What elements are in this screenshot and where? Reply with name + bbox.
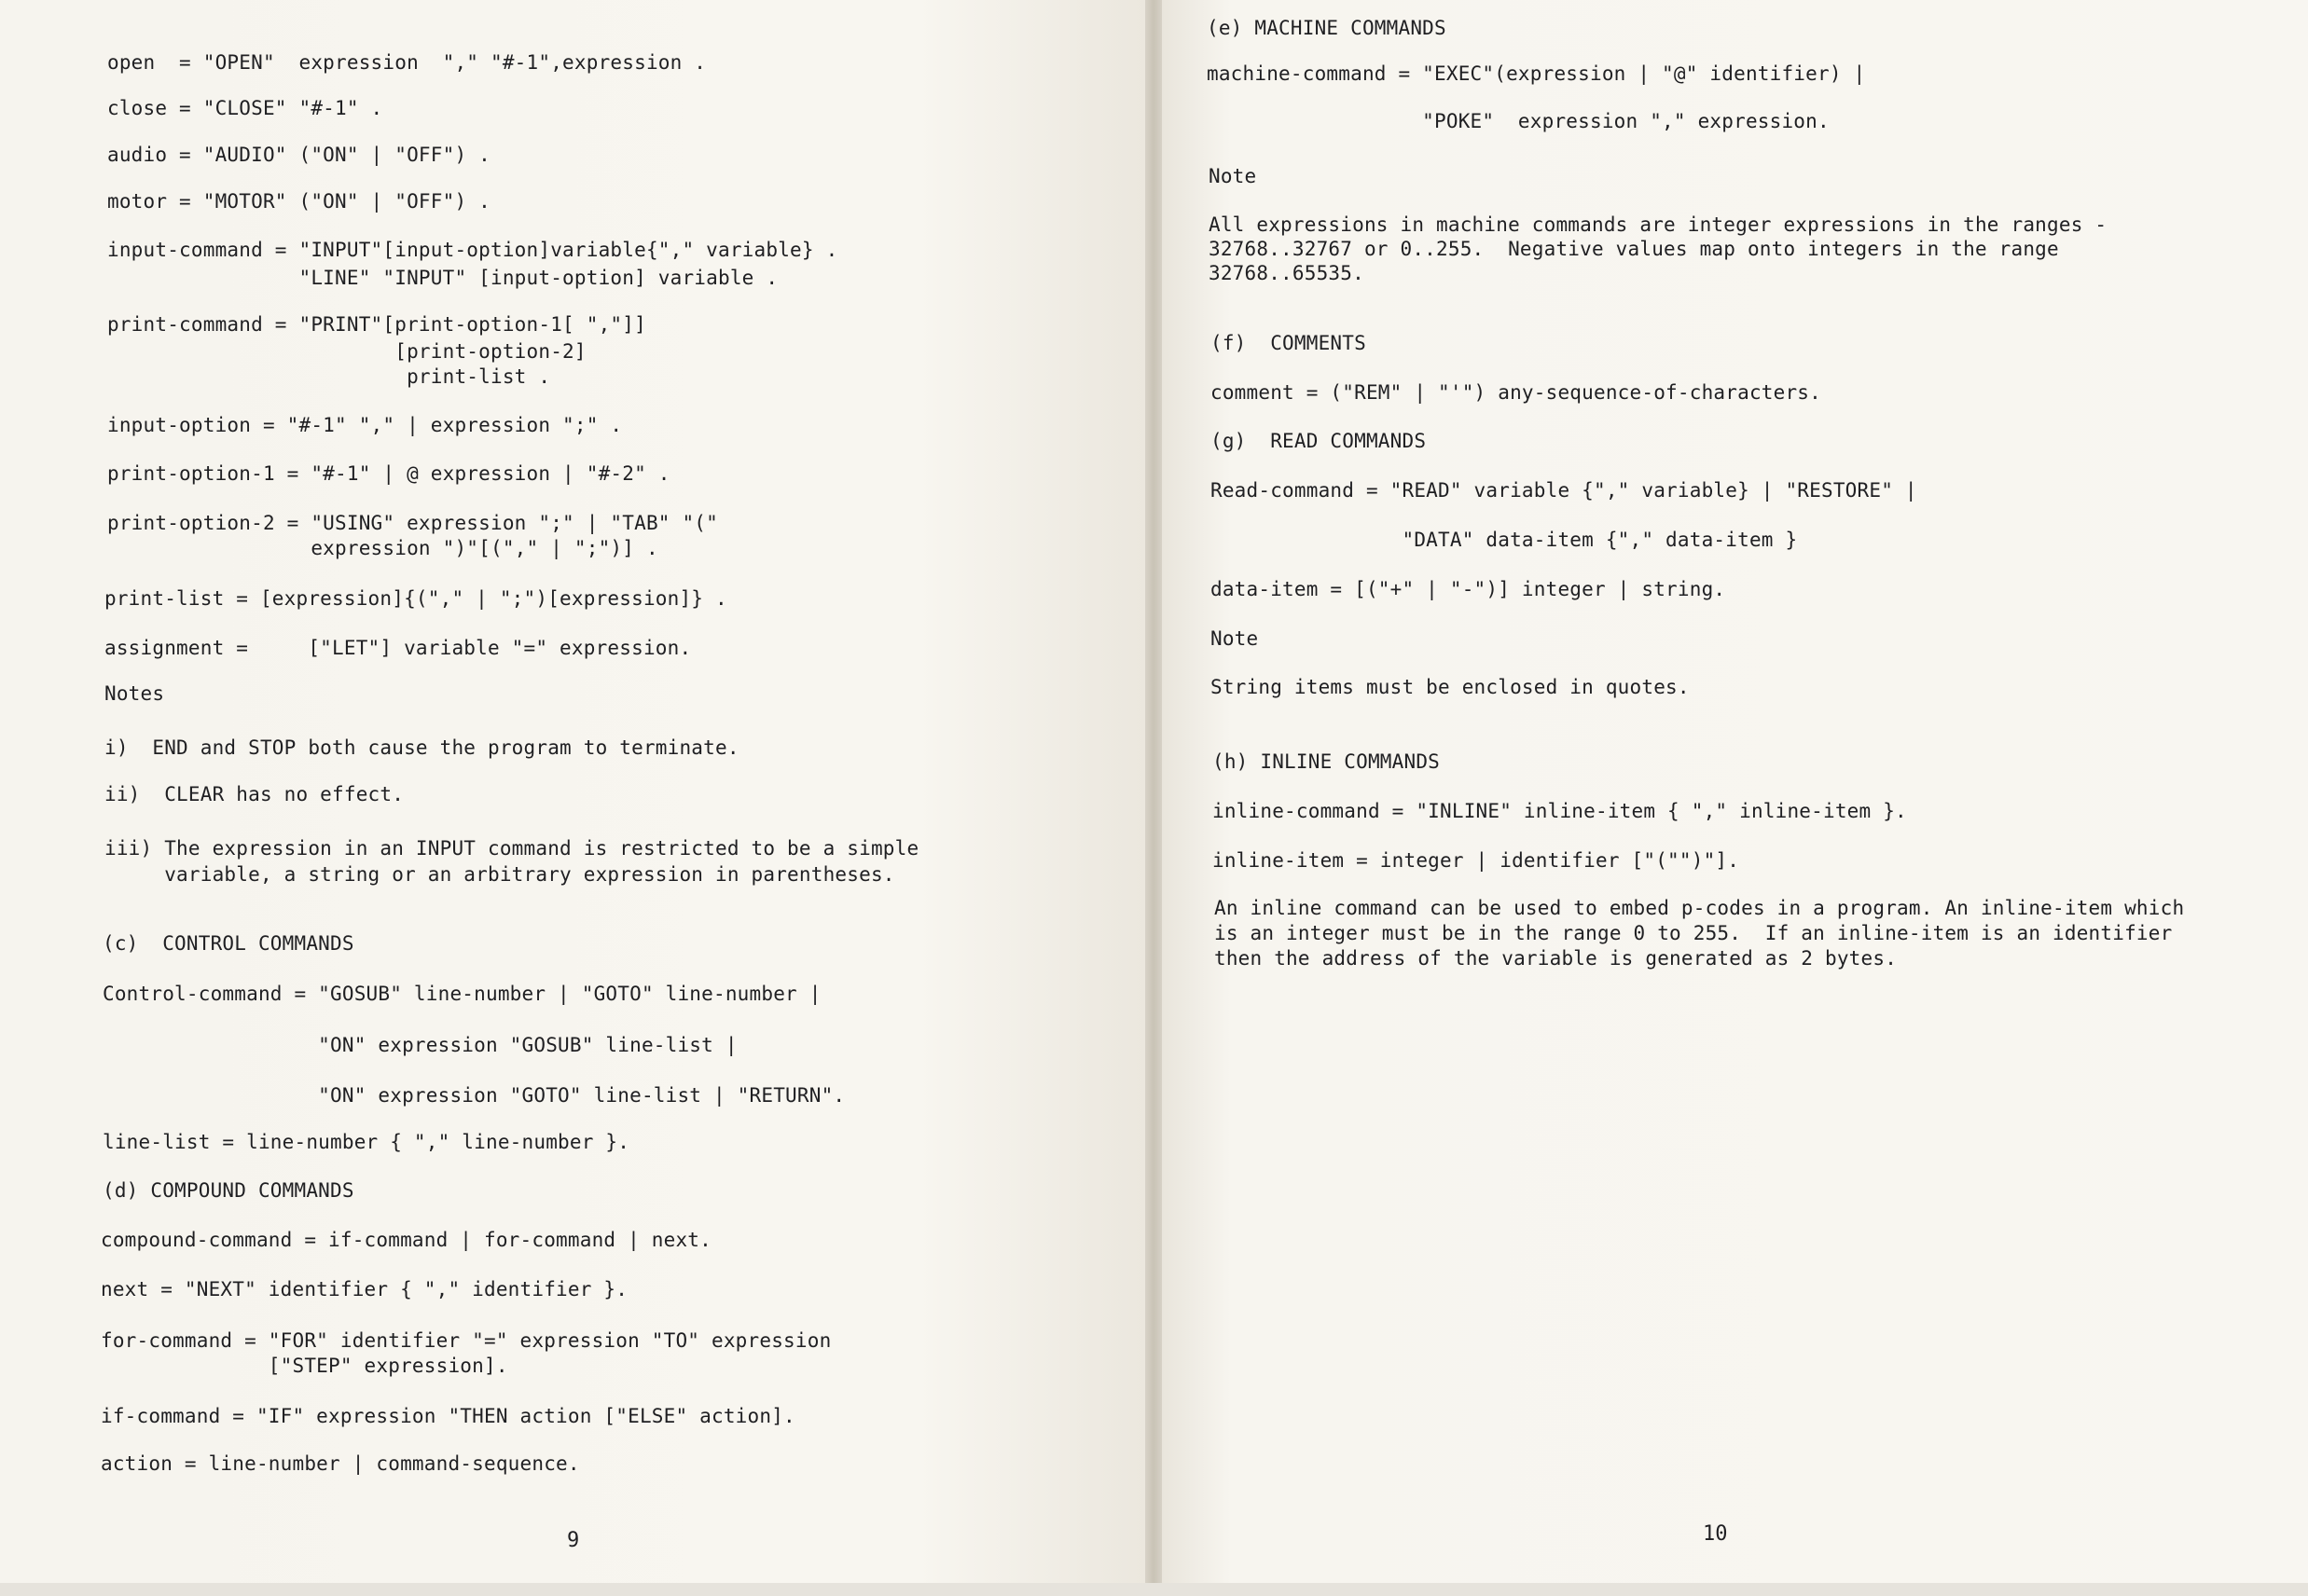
text-line: "ON" expression "GOSUB" line-list | — [103, 1034, 738, 1056]
text-line: String items must be enclosed in quotes. — [1210, 676, 1690, 698]
page-number: 9 — [567, 1529, 580, 1552]
section-heading: (h) INLINE COMMANDS — [1212, 750, 1441, 773]
text-line: comment = ("REM" | "'") any-sequence-of-characters. — [1210, 381, 1821, 404]
text-line: An inline command can be used to embed p-codes in a program. An inline-item which — [1214, 897, 2185, 919]
text-line: input-command = "INPUT"[input-option]variable{"," variable} . — [107, 239, 838, 261]
left-page — [0, 0, 1145, 1596]
section-heading: Notes — [104, 682, 165, 705]
text-line: machine-command = "EXEC"(expression | "@" identifier) | — [1207, 62, 1866, 85]
text-line: if-command = "IF" expression "THEN action ["ELSE" action]. — [101, 1405, 795, 1427]
text-line: audio = "AUDIO" ("ON" | "OFF") . — [107, 144, 491, 166]
text-line: input-option = "#-1" "," | expression ";" . — [107, 414, 623, 436]
text-line: [print-option-2] — [107, 340, 587, 363]
section-heading: (c) CONTROL COMMANDS — [103, 932, 354, 955]
section-heading: Note — [1209, 165, 1257, 187]
text-line: expression ")"[("," | ";")] . — [107, 537, 658, 559]
text-line: is an integer must be in the range 0 to 255. If an inline-item is an identifier — [1214, 922, 2173, 944]
text-line: variable, a string or an arbitrary expression in parentheses. — [104, 863, 895, 886]
text-line: assignment = ["LET"] variable "=" expression. — [104, 637, 692, 659]
section-heading: (g) READ COMMANDS — [1210, 430, 1427, 452]
text-line: print-option-1 = "#-1" | @ expression | "#-2" . — [107, 462, 670, 485]
text-line: Read-command = "READ" variable {"," variable} | "RESTORE" | — [1210, 479, 1917, 502]
text-line: iii) The expression in an INPUT command is restricted to be a simple — [104, 837, 919, 860]
text-line: 32768..65535. — [1209, 262, 1364, 284]
text-line: ["STEP" expression]. — [101, 1355, 508, 1377]
text-line: 32768..32767 or 0..255. Negative values map onto integers in the range — [1209, 238, 2059, 260]
text-line: next = "NEXT" identifier { "," identifier }. — [101, 1278, 629, 1300]
text-line: then the address of the variable is generated as 2 bytes. — [1214, 947, 1898, 970]
text-line: ii) CLEAR has no effect. — [104, 783, 405, 805]
text-line: All expressions in machine commands are integer expressions in the ranges - — [1209, 213, 2108, 236]
text-line: "LINE" "INPUT" [input-option] variable . — [107, 267, 779, 289]
text-line: print-option-2 = "USING" expression ";" | "TAB" "(" — [107, 512, 718, 534]
text-line: motor = "MOTOR" ("ON" | "OFF") . — [107, 190, 491, 213]
page-bottom-edge — [0, 1583, 2308, 1596]
text-line: "DATA" data-item {"," data-item } — [1210, 529, 1798, 551]
book-gutter — [1145, 0, 1162, 1596]
text-line: for-command = "FOR" identifier "=" expression "TO" expression — [101, 1329, 832, 1352]
text-line: "ON" expression "GOTO" line-list | "RETURN". — [103, 1084, 846, 1107]
text-line: close = "CLOSE" "#-1" . — [107, 97, 383, 119]
text-line: Control-command = "GOSUB" line-number | "GOTO" line-number | — [103, 983, 822, 1005]
text-line: compound-command = if-command | for-command | next. — [101, 1229, 712, 1251]
section-heading: (e) MACHINE COMMANDS — [1207, 17, 1446, 39]
text-line: print-list . — [107, 365, 551, 388]
text-line: line-list = line-number { "," line-number }. — [103, 1131, 630, 1153]
text-line: print-command = "PRINT"[print-option-1[ ","]] — [107, 313, 646, 336]
text-line: i) END and STOP both cause the program to terminate. — [104, 736, 739, 759]
text-line: data-item = [("+" | "-")] integer | string. — [1210, 578, 1726, 600]
text-line: inline-command = "INLINE" inline-item { "," inline-item }. — [1212, 800, 1907, 822]
section-heading: (f) COMMENTS — [1210, 332, 1366, 354]
text-line: action = line-number | command-sequence. — [101, 1452, 580, 1475]
text-line: print-list = [expression]{("," | ";")[expression]} . — [104, 587, 727, 610]
section-heading: Note — [1210, 627, 1259, 650]
text-line: open = "OPEN" expression "," "#-1",expression . — [107, 51, 707, 74]
text-line: inline-item = integer | identifier ["("")"]. — [1212, 849, 1740, 872]
right-page — [1162, 0, 2308, 1596]
section-heading: (d) COMPOUND COMMANDS — [103, 1179, 354, 1202]
text-line: "POKE" expression "," expression. — [1207, 110, 1830, 132]
page-number: 10 — [1703, 1522, 1728, 1546]
